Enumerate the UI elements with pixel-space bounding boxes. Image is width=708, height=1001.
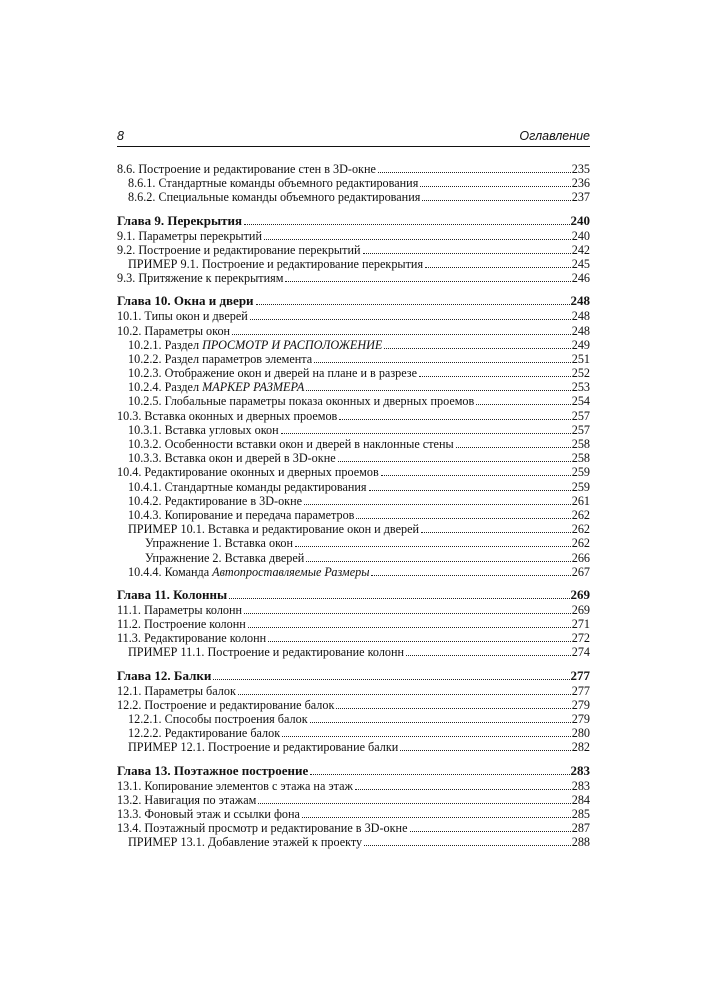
dot-leader [295, 546, 571, 547]
toc-page-number: 248 [570, 293, 590, 309]
dot-leader [306, 561, 570, 562]
toc-chapter[interactable] [117, 764, 590, 779]
dot-leader [369, 490, 571, 491]
dot-leader [339, 419, 570, 420]
dot-leader [384, 348, 570, 349]
toc-entry-title [128, 740, 398, 754]
header-rule [117, 146, 590, 147]
toc-entry[interactable] [117, 366, 590, 380]
toc-entry[interactable] [117, 551, 590, 565]
toc-page-number: 257 [571, 408, 590, 423]
toc-entry-title [128, 835, 362, 849]
toc-entry-title [128, 451, 336, 465]
toc-entry[interactable] [117, 508, 590, 522]
dot-leader [285, 281, 570, 282]
toc-entry-title [117, 698, 334, 712]
toc-entry[interactable] [117, 807, 590, 821]
dot-leader [410, 831, 571, 832]
dot-leader [355, 789, 571, 790]
toc-entry-title [128, 257, 423, 271]
toc-entry-title [128, 394, 474, 408]
toc-page-number: 277 [571, 683, 590, 698]
toc-entry-title [128, 522, 419, 536]
toc-page-number: 236 [571, 176, 590, 191]
toc-entry-text: Глава 13. Поэтажное построение [117, 762, 309, 778]
toc-entry[interactable] [117, 565, 590, 579]
toc-chapter[interactable] [117, 214, 590, 229]
toc-entry[interactable] [117, 437, 590, 451]
toc-entry[interactable] [117, 835, 590, 849]
toc-page-number: 288 [571, 835, 590, 850]
toc-entry-text: ПРИМЕР 9.1. Построение и редактирование перекрытия [128, 256, 424, 271]
toc-entry-title [117, 684, 236, 698]
toc-entry-text: Глава 9. Перекрытия [117, 212, 243, 228]
toc-entry[interactable] [117, 324, 590, 338]
dot-leader [356, 518, 570, 519]
toc-entry-text: 11.1. Параметры колонн [117, 602, 243, 617]
dot-leader [456, 447, 571, 448]
toc-entry-italic-text: ПРОСМОТР И РАСПОЛОЖЕНИЕ [202, 337, 383, 352]
toc-entry[interactable] [117, 603, 590, 617]
toc-page-number: 252 [571, 366, 590, 381]
toc-entry[interactable] [117, 190, 590, 204]
toc-entry-title [117, 271, 283, 285]
toc-entry[interactable] [117, 494, 590, 508]
toc-entry-text: 12.2.1. Способы построения балок [128, 712, 308, 726]
toc-entry-title [128, 352, 312, 366]
dot-leader [304, 504, 571, 505]
toc-entry-text: 8.6.1. Стандартные команды объемного редактирования [128, 176, 419, 191]
toc-entry[interactable] [117, 740, 590, 754]
toc-entry[interactable] [117, 698, 590, 712]
toc-entry-text: 13.3. Фоновый этаж и ссылки фона [117, 806, 300, 821]
toc-page-number: 248 [571, 309, 590, 324]
toc-page-number: 237 [571, 190, 590, 205]
toc-page-number: 249 [571, 337, 590, 352]
toc-entry-text: 10.4.2. Редактирование в 3D-окне [128, 493, 303, 508]
toc-page-number: 271 [571, 617, 590, 632]
toc-entry[interactable] [117, 229, 590, 243]
toc-entry-text: 10.4.4. Команда [128, 564, 213, 579]
toc-page-number: 269 [571, 602, 590, 617]
toc-entry-title [117, 409, 337, 423]
toc-entry-title [117, 309, 248, 323]
toc-page-number: 279 [571, 712, 590, 726]
toc-entry-text: 12.2. Построение и редактирование балок [117, 697, 335, 712]
toc-entry[interactable] [117, 162, 590, 176]
toc-page-number: 245 [571, 256, 590, 271]
toc-entry-title [117, 603, 242, 617]
toc-entry-title [128, 437, 454, 451]
dot-leader [476, 404, 570, 405]
toc-entry-title [117, 465, 379, 479]
dot-leader [400, 750, 570, 751]
dot-leader [425, 267, 571, 268]
dot-leader [420, 186, 570, 187]
dot-leader [378, 172, 571, 173]
dot-leader [244, 613, 571, 614]
toc-entry-text: ПРИМЕР 12.1. Построение и редактирование балки [128, 740, 399, 755]
dot-leader [282, 736, 571, 737]
toc-entry-title [128, 712, 308, 726]
toc-page-number: 287 [571, 821, 590, 836]
toc-page-number: 235 [571, 162, 590, 176]
toc-entry-text: 10.3.2. Особенности вставки окон и дверей в наклонные стены [128, 437, 454, 451]
toc-entry-title [128, 176, 418, 190]
toc-chapter[interactable] [117, 588, 590, 603]
toc-entry[interactable] [117, 423, 590, 437]
toc-entry[interactable] [117, 394, 590, 408]
toc-entry-title [128, 565, 369, 579]
dot-leader [268, 641, 571, 642]
toc-page-number: 248 [571, 323, 590, 338]
dot-leader [422, 200, 570, 201]
toc-page-number: 267 [571, 564, 590, 579]
toc-page-number: 266 [571, 550, 590, 565]
toc-entry-text: 11.3. Редактирование колонн [117, 631, 267, 646]
dot-leader [258, 803, 570, 804]
toc-entry-title [117, 821, 408, 835]
toc-entry-text: 10.1. Типы окон и дверей [117, 309, 248, 324]
dot-leader [314, 362, 571, 363]
toc-entry[interactable] [117, 257, 590, 271]
toc-entry-text: 12.1. Параметры балок [117, 683, 236, 698]
toc-entry-text: 10.2.3. Отображение окон и дверей на плане и в разрезе [128, 366, 418, 381]
toc-entry[interactable] [117, 352, 590, 366]
toc-entry-text: 10.2.4. Раздел [128, 380, 203, 395]
toc-entry-text: 10.2.5. Глобальные параметры показа оконных и дверных проемов [128, 394, 475, 409]
toc-page-number: 251 [571, 351, 590, 366]
toc-chapter[interactable] [117, 669, 590, 684]
toc-entry-text: 10.4.1. Стандартные команды редактирования [128, 479, 367, 494]
toc-entry-text: 10.2.2. Раздел параметров элемента [128, 351, 313, 366]
dot-leader [338, 461, 571, 462]
toc-page-number: 283 [570, 762, 590, 778]
dot-leader [229, 598, 569, 599]
toc-entry-text: Глава 10. Окна и двери [117, 293, 254, 309]
toc-page-number: 283 [571, 778, 590, 793]
toc-entry-title [117, 588, 227, 602]
toc-entry[interactable] [117, 617, 590, 631]
toc-entry-text: Упражнение 1. Вставка окон [145, 536, 294, 551]
dot-leader [250, 319, 571, 320]
toc-page-number: 272 [571, 631, 590, 646]
dot-leader [381, 475, 571, 476]
toc-entry[interactable] [117, 536, 590, 550]
toc-entry-text: ПРИМЕР 10.1. Вставка и редактирование окон и дверей [128, 522, 420, 537]
toc-entry[interactable] [117, 465, 590, 479]
toc-entry-title [117, 243, 361, 257]
dot-leader [310, 722, 571, 723]
toc-entry-text: 10.3.3. Вставка окон и дверей в 3D-окне [128, 451, 336, 466]
toc-entry-text: ПРИМЕР 11.1. Построение и редактирование колонн [128, 645, 405, 660]
dot-leader [306, 390, 570, 391]
toc-page-number: 280 [571, 726, 590, 741]
dot-leader [336, 708, 570, 709]
toc-entry[interactable] [117, 645, 590, 659]
toc-entry-title [117, 631, 266, 645]
toc-entry[interactable] [117, 684, 590, 698]
toc-page-number: 279 [571, 697, 590, 712]
toc-entry-text: 13.2. Навигация по этажам [117, 792, 257, 807]
toc-entry[interactable] [117, 712, 590, 726]
toc-entry-title [145, 536, 293, 550]
toc-entry-text: ПРИМЕР 13.1. Добавление этажей к проекту [128, 835, 363, 850]
dot-leader [238, 694, 571, 695]
toc-page-number: 262 [571, 536, 590, 551]
toc-page-number: 282 [571, 740, 590, 755]
toc-entry[interactable] [117, 271, 590, 285]
dot-leader [310, 774, 569, 775]
dot-leader [264, 239, 571, 240]
toc-page-number: 274 [571, 645, 590, 660]
toc-entry-title [128, 508, 354, 522]
toc-entry[interactable] [117, 243, 590, 257]
toc-entry-title [117, 294, 254, 308]
toc-entry-title [128, 726, 280, 740]
toc-page-number: 259 [571, 479, 590, 494]
toc-entry[interactable] [117, 451, 590, 465]
toc-entry-title [117, 617, 246, 631]
dot-leader [256, 304, 570, 305]
toc-entry[interactable] [117, 821, 590, 835]
toc-entry-title [128, 494, 302, 508]
dot-leader [421, 532, 571, 533]
toc-page-number: 246 [571, 271, 590, 286]
dot-leader [248, 627, 571, 628]
toc-page-number: 285 [571, 806, 590, 821]
toc-page-number: 242 [571, 242, 590, 257]
dot-leader [213, 679, 569, 680]
toc-entry-text: 9.1. Параметры перекрытий [117, 228, 262, 243]
toc-entry-title [117, 807, 300, 821]
table-of-contents [117, 162, 590, 850]
toc-page-number: 258 [571, 451, 590, 466]
dot-leader [232, 334, 571, 335]
toc-entry[interactable] [117, 522, 590, 536]
running-title: Оглавление [519, 129, 590, 143]
toc-entry-text: 10.4.3. Копирование и передача параметров [128, 507, 355, 522]
dot-leader [244, 224, 569, 225]
toc-entry-italic-text: Автопроставляемые Размеры [212, 564, 370, 579]
toc-page-number: 240 [571, 228, 590, 243]
toc-entry-italic-text: МАРКЕР РАЗМЕРА [202, 380, 305, 395]
toc-entry-text: Глава 11. Колонны [117, 586, 228, 602]
toc-entry-title [117, 214, 242, 228]
toc-entry-text: 8.6.2. Специальные команды объемного редактирования [128, 190, 421, 205]
toc-entry-text: 13.1. Копирование элементов с этажа на этаж [117, 778, 353, 793]
toc-entry[interactable] [117, 779, 590, 793]
toc-page-number: 259 [571, 465, 590, 480]
toc-page-number: 253 [571, 380, 590, 395]
toc-entry-title [128, 480, 367, 494]
toc-entry-text: 9.2. Построение и редактирование перекрытий [117, 242, 361, 257]
toc-entry[interactable] [117, 338, 590, 352]
toc-entry-title [128, 423, 279, 437]
toc-page-number: 269 [570, 586, 590, 602]
toc-entry[interactable] [117, 309, 590, 323]
toc-page-number: 261 [571, 493, 590, 508]
toc-chapter[interactable] [117, 294, 590, 309]
toc-entry-text: 10.2. Параметры окон [117, 323, 231, 338]
toc-entry-text: 13.4. Поэтажный просмотр и редактирование в 3D-окне [117, 821, 408, 836]
toc-entry-text: 8.6. Построение и редактирование стен в 3D-окне [117, 162, 376, 176]
toc-entry-title [145, 551, 304, 565]
toc-entry-title [128, 338, 382, 352]
toc-entry-title [117, 229, 262, 243]
dot-leader [302, 817, 571, 818]
page-number: 8 [117, 129, 124, 143]
toc-entry[interactable] [117, 176, 590, 190]
toc-entry-text: 10.3.1. Вставка угловых окон [128, 422, 279, 437]
dot-leader [371, 575, 570, 576]
dot-leader [419, 376, 571, 377]
toc-page-number: 254 [571, 394, 590, 409]
toc-entry[interactable] [117, 793, 590, 807]
toc-entry-title [128, 190, 420, 204]
toc-entry-title [128, 645, 404, 659]
toc-entry-text: 9.3. Притяжение к перекрытиям [117, 271, 284, 286]
toc-entry-title [117, 779, 353, 793]
toc-entry-text: 10.4. Редактирование оконных и дверных проемов [117, 465, 379, 480]
toc-page-number: 257 [571, 422, 590, 437]
toc-entry-text: 10.2.1. Раздел [128, 337, 203, 352]
toc-entry-text: 12.2.2. Редактирование балок [128, 726, 281, 741]
toc-entry-text: 11.2. Построение колонн [117, 617, 246, 632]
toc-entry-title [117, 324, 230, 338]
dot-leader [281, 433, 571, 434]
toc-entry[interactable] [117, 409, 590, 423]
toc-page-number: 262 [571, 522, 590, 537]
toc-page-number: 262 [571, 507, 590, 522]
toc-entry-title [117, 669, 211, 683]
toc-entry-text: 10.3. Вставка оконных и дверных проемов [117, 408, 338, 423]
page-header [117, 129, 590, 145]
dot-leader [406, 655, 571, 656]
dot-leader [364, 845, 571, 846]
toc-entry-title [117, 764, 308, 778]
toc-entry-title [117, 793, 256, 807]
toc-entry-title [117, 162, 376, 176]
toc-entry[interactable] [117, 480, 590, 494]
toc-page-number: 240 [570, 212, 590, 228]
toc-entry-title [128, 366, 417, 380]
toc-page-number: 277 [570, 667, 590, 683]
toc-page-number: 284 [571, 792, 590, 807]
dot-leader [363, 253, 571, 254]
toc-entry[interactable] [117, 726, 590, 740]
toc-entry-text: Глава 12. Балки [117, 667, 212, 683]
toc-entry-title [128, 380, 304, 394]
toc-page-number: 258 [571, 437, 590, 451]
toc-entry[interactable] [117, 380, 590, 394]
toc-entry[interactable] [117, 631, 590, 645]
toc-entry-text: Упражнение 2. Вставка дверей [145, 550, 305, 565]
